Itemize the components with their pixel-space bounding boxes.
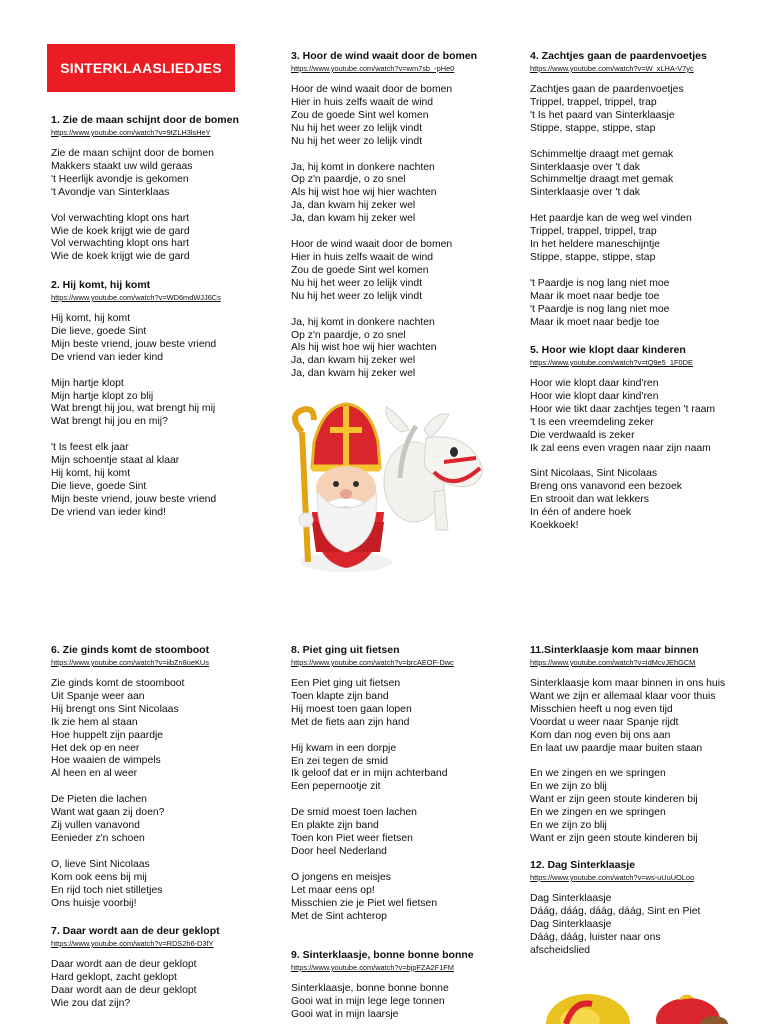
song-link[interactable]: https://www.youtube.com/watch?v=W_xLHA-V7yc — [530, 64, 694, 73]
lyric-line: Ja, hij komt in donkere nachten — [291, 316, 435, 328]
lyric-line: Maar ik moet naar bedje toe — [530, 290, 660, 302]
lyric-line: Uit Spanje weer aan — [51, 690, 145, 702]
lyric-line: Gooi wat in mijn lege lege tonnen — [291, 995, 445, 1007]
lyric-line: Dag Sinterklaasje — [530, 918, 612, 930]
verse — [51, 794, 276, 846]
lyric-line: Dáág, dáág, dáág, dáág, Sint en Piet — [530, 905, 701, 917]
lyric-line: Hoor de wind waait door de bomen — [291, 239, 453, 251]
lyric-line: Hard geklopt, zacht geklopt — [51, 971, 177, 983]
song-lyrics — [530, 893, 762, 958]
lyric-line: Hier in huis zelfs waait de wind — [291, 251, 434, 263]
verse — [530, 213, 762, 265]
lyric-line: In het heldere maneschijntje — [530, 239, 660, 251]
lyric-line: Hoor wie tikt daar zachtjes tegen 't raam — [530, 403, 716, 415]
lyric-line: afscheidslied — [530, 944, 591, 956]
verse — [530, 678, 762, 755]
lyric-line: In één of andere hoek — [530, 507, 632, 519]
lyric-line: Als hij wist hoe wij hier wachten — [291, 187, 437, 199]
song-title: 7. Daar wordt aan de deur geklopt — [51, 925, 220, 937]
lyric-line: Wie zou dat zijn? — [51, 997, 131, 1009]
lyric-line: Die lieve, goede Sint — [51, 480, 147, 492]
lyric-line: Stippe, stappe, stippe, stap — [530, 251, 656, 263]
lyric-line: 't Paardje is nog lang niet moe — [530, 303, 670, 315]
lyric-line: Kom dan nog even bij ons aan — [530, 729, 671, 741]
lyric-line: Sinterklaasje kom maar binnen in ons huis — [530, 678, 726, 689]
lyric-line: Hij kwam in een dorpje — [291, 742, 397, 754]
song-link[interactable]: https://www.youtube.com/watch?v=9tZLH3lsHeY — [51, 128, 211, 137]
horse-icon — [384, 407, 482, 530]
verse — [291, 743, 513, 795]
song-lyrics — [530, 84, 762, 330]
song-lyrics — [530, 378, 762, 533]
lyric-line: Nu hij het weer zo lelijk vindt — [291, 135, 423, 147]
verse — [530, 468, 762, 533]
verse — [51, 313, 276, 365]
sinterklaas-horse-illustration — [284, 402, 506, 574]
song-lyrics — [291, 983, 513, 1022]
song-title: 4. Zachtjes gaan de paardenvoetjes — [530, 50, 707, 62]
song-3 — [291, 50, 513, 394]
verse — [530, 378, 762, 455]
lyric-line: Als hij wist hoe wij hier wachten — [291, 342, 437, 354]
lyric-line: Zou de goede Sint wel komen — [291, 109, 429, 121]
lyric-line: Hij komt, hij komt — [51, 313, 131, 324]
verse — [291, 84, 513, 149]
mitre-icon — [546, 994, 630, 1024]
verse — [530, 893, 762, 958]
lyric-line: Toen klapte zijn band — [291, 690, 389, 702]
song-title: 1. Zie de maan schijnt door de bomen — [51, 114, 239, 126]
lyric-line: Toen kon Piet weer fietsen — [291, 833, 413, 845]
lyric-line: Mijn hartje klopt zo blij — [51, 390, 154, 402]
lyric-line: Het dek op en neer — [51, 742, 140, 754]
song-title: 2. Hij komt, hij komt — [51, 279, 151, 291]
lyric-line: Want er zijn geen stoute kinderen bij — [530, 832, 698, 844]
lyric-line: Vol verwachting klopt ons hart — [51, 238, 190, 250]
lyric-line: Mijn beste vriend, jouw beste vriend — [51, 338, 217, 350]
lyric-line: Ja, dan kwam hij zeker wel — [291, 355, 416, 367]
song-12 — [530, 859, 762, 971]
song-link[interactable]: https://www.youtube.com/watch?v=iibZn8ueKUs — [51, 658, 209, 667]
lyric-line: Zij vullen vanavond — [51, 820, 140, 832]
song-lyrics — [51, 148, 276, 264]
lyric-line: Makkers staakt uw wild geraas — [51, 160, 193, 172]
lyric-line: Misschien heeft u nog even tijd — [530, 703, 673, 715]
verse — [51, 959, 276, 1011]
lyric-line: Sinterklaasje over 't dak — [530, 187, 640, 199]
lyric-line: Sinterklaasje over 't dak — [530, 161, 640, 173]
verse — [291, 983, 513, 1022]
cap-icon — [656, 994, 728, 1024]
song-6 — [51, 644, 276, 924]
song-link[interactable]: https://www.youtube.com/watch?v=brcAEOF-Dwc — [291, 658, 454, 667]
lyric-line: Zachtjes gaan de paardenvoetjes — [530, 84, 684, 95]
lyric-line: De vriend van ieder kind — [51, 351, 164, 363]
lyric-line: 't Paardje is nog lang niet moe — [530, 277, 670, 289]
lyric-line: Die lieve, goede Sint — [51, 325, 147, 337]
lyric-line: Daar wordt aan de deur geklopt — [51, 984, 197, 996]
lyric-line: Let maar eens op! — [291, 884, 375, 896]
lyric-line: Ik geloof dat er in mijn achterband — [291, 768, 448, 780]
song-lyrics — [530, 678, 762, 846]
lyric-line: Eenieder z'n schoen — [51, 832, 145, 844]
verse — [51, 678, 276, 781]
lyric-line: De vriend van ieder kind! — [51, 506, 166, 518]
verse — [530, 84, 762, 136]
lyric-line: Trippel, trappel, trippel, trap — [530, 226, 657, 238]
lyric-line: Zie ginds komt de stoomboot — [51, 678, 185, 689]
lyric-line: Mijn schoentje staat al klaar — [51, 455, 180, 467]
lyric-line: Nu hij het weer zo lelijk vindt — [291, 290, 423, 302]
lyric-line: Want er zijn geen stoute kinderen bij — [530, 794, 698, 806]
song-11 — [530, 644, 762, 859]
verse — [291, 678, 513, 730]
song-9 — [291, 949, 513, 1035]
song-1 — [51, 114, 276, 277]
lyric-line: O, lieve Sint Nicolaas — [51, 858, 150, 870]
lyric-line: 't Is een vreemdeling zeker — [530, 416, 654, 428]
song-link[interactable]: https://www.youtube.com/watch?v=IdMcvJEhGCM — [530, 658, 696, 667]
lyric-line: Op z'n paardje, o zo snel — [291, 174, 406, 186]
song-2 — [51, 279, 276, 533]
lyric-line: En strooit dan wat lekkers — [530, 494, 649, 506]
song-lyrics — [51, 678, 276, 911]
lyric-line: Ons huisje voorbij! — [51, 897, 137, 909]
song-link[interactable]: https://www.youtube.com/watch?v=WD6mdWJJ6Cs — [51, 293, 221, 302]
lyric-line: Zou de goede Sint wel komen — [291, 264, 429, 276]
lyric-line: Wat brengt hij jou, wat brengt hij mij — [51, 403, 216, 415]
lyric-line: Mijn hartje klopt — [51, 377, 124, 389]
lyric-line: 't Heerlijk avondje is gekomen — [51, 173, 189, 185]
lyric-line: Ja, dan kwam hij zeker wel — [291, 213, 416, 225]
song-4 — [530, 50, 762, 343]
verse — [291, 807, 513, 859]
lyric-line: Hij komt, hij komt — [51, 468, 131, 480]
song-7 — [51, 925, 276, 1024]
verse — [51, 859, 276, 911]
lyric-line: Wat brengt hij jou en mij? — [51, 416, 168, 428]
verse — [51, 148, 276, 200]
lyric-line: Hoe waaien de wimpels — [51, 755, 161, 767]
lyric-line: En laat uw paardje maar buiten staan — [530, 742, 703, 754]
verse — [530, 278, 762, 330]
lyric-line: Die verdwaald is zeker — [530, 429, 635, 441]
sinterklaas-hat-illustration — [518, 960, 748, 1024]
song-link[interactable]: https://www.youtube.com/watch?v=RDS2h6-D3fY — [51, 939, 214, 948]
song-5 — [530, 344, 762, 546]
lyric-line: En we zijn zo blij — [530, 781, 607, 793]
lyric-line: Schimmeltje draagt met gemak — [530, 148, 674, 160]
lyric-line: Nu hij het weer zo lelijk vindt — [291, 277, 423, 289]
title-banner — [47, 44, 235, 92]
lyric-line: Voordat u weer naar Spanje rijdt — [530, 716, 679, 728]
verse — [291, 317, 513, 382]
lyric-line: 't Avondje van Sinterklaas — [51, 186, 170, 198]
lyric-line: 't Is feest elk jaar — [51, 442, 129, 454]
lyric-line: Ja, dan kwam hij zeker wel — [291, 368, 416, 380]
lyric-line: Met de Sint achterop — [291, 910, 387, 922]
verse — [291, 872, 513, 924]
lyric-line: Ik zie hem al staan — [51, 716, 138, 728]
lyric-line: Wie de koek krijgt wie de gard — [51, 225, 190, 237]
lyric-line: Hoor wie klopt daar kind'ren — [530, 378, 659, 389]
lyric-line: En plakte zijn band — [291, 820, 379, 832]
lyric-line: En we zingen en we springen — [530, 807, 666, 819]
lyric-line: Maar ik moet naar bedje toe — [530, 316, 660, 328]
lyric-line: Hier in huis zelfs waait de wind — [291, 96, 434, 108]
song-link[interactable]: https://www.youtube.com/watch?v=ws-uUuUOLoo — [530, 873, 695, 882]
song-title: 5. Hoor wie klopt daar kinderen — [530, 344, 686, 356]
sinterklaas-icon — [295, 404, 392, 572]
song-title: 8. Piet ging uit fietsen — [291, 644, 400, 656]
lyric-line: Dag Sinterklaasje — [530, 893, 612, 904]
song-lyrics — [291, 84, 513, 381]
verse — [291, 239, 513, 304]
lyric-line: Misschien zie je Piet wel fietsen — [291, 897, 438, 909]
banner-title: SINTERKLAASLIEDJES — [60, 60, 222, 76]
lyric-line: Koekkoek! — [530, 520, 579, 532]
song-lyrics — [51, 959, 276, 1011]
lyric-line: Hoor de wind waait door de bomen — [291, 84, 453, 95]
verse — [291, 162, 513, 227]
lyric-line: 't Is het paard van Sinterklaasje — [530, 109, 675, 121]
song-title: 11.Sinterklaasje kom maar binnen — [530, 644, 699, 656]
verse — [530, 768, 762, 845]
lyric-line: En rijd toch niet stilletjes — [51, 884, 163, 896]
lyric-line: Vol verwachting klopt ons hart — [51, 212, 190, 224]
lyric-line: Sint Nicolaas, Sint Nicolaas — [530, 468, 658, 480]
lyric-line: Mijn beste vriend, jouw beste vriend — [51, 493, 217, 505]
song-title: 9. Sinterklaasje, bonne bonne bonne — [291, 949, 474, 961]
lyric-line: Door heel Nederland — [291, 845, 387, 857]
lyric-line: Ik zal eens even vragen naar zijn naam — [530, 442, 711, 454]
verse — [51, 213, 276, 265]
lyric-line: Het paardje kan de weg wel vinden — [530, 213, 692, 225]
song-8 — [291, 644, 513, 937]
lyric-line: Kom ook eens bij mij — [51, 871, 147, 883]
lyric-line: Een Piet ging uit fietsen — [291, 678, 401, 689]
lyric-line: Sinterklaasje, bonne bonne bonne — [291, 983, 449, 994]
lyric-line: Schimmeltje draagt met gemak — [530, 174, 674, 186]
lyric-line: De smid moest toen lachen — [291, 807, 417, 819]
lyric-line: En we zijn zo blij — [530, 820, 607, 832]
lyric-line: Trippel, trappel, trippel, trap — [530, 96, 657, 108]
lyric-line: En we zingen en we springen — [530, 768, 666, 780]
verse — [530, 149, 762, 201]
song-lyrics — [291, 678, 513, 924]
lyric-line: Zie de maan schijnt door de bomen — [51, 148, 214, 159]
lyric-line: Stippe, stappe, stippe, stap — [530, 122, 656, 134]
lyric-line: Breng ons vanavond een bezoek — [530, 481, 682, 493]
lyric-line: Nu hij het weer zo lelijk vindt — [291, 122, 423, 134]
song-link[interactable]: https://www.youtube.com/watch?v=bjpFZA2F1FM — [291, 963, 454, 972]
lyric-line: Want wat gaan zij doen? — [51, 807, 165, 819]
lyric-line: Hoor wie klopt daar kind'ren — [530, 390, 659, 402]
verse — [51, 378, 276, 430]
lyric-line: Al heen en al weer — [51, 768, 138, 780]
lyric-line: Hoe huppelt zijn paardje — [51, 729, 164, 741]
song-lyrics — [51, 313, 276, 520]
lyric-line: Wie de koek krijgt wie de gard — [51, 251, 190, 263]
lyric-line: Daar wordt aan de deur geklopt — [51, 959, 197, 970]
song-link[interactable]: https://www.youtube.com/watch?v=tQ9e5_1F0DE — [530, 358, 693, 367]
lyric-line: Want we zijn er allemaal klaar voor thuis — [530, 690, 716, 702]
lyric-line: Met de fiets aan zijn hand — [291, 716, 410, 728]
lyric-line: O jongens en meisjes — [291, 871, 391, 883]
lyric-line: Op z'n paardje, o zo snel — [291, 329, 406, 341]
song-title: 6. Zie ginds komt de stoomboot — [51, 644, 210, 656]
verse — [51, 442, 276, 519]
lyric-line: Hij moest toen gaan lopen — [291, 703, 412, 715]
song-title: 3. Hoor de wind waait door de bomen — [291, 50, 478, 62]
lyric-line: Dáág, dáág, luister naar ons — [530, 931, 661, 943]
lyric-line: Een pepernootje zit — [291, 781, 381, 793]
lyric-line: Ja, dan kwam hij zeker wel — [291, 200, 416, 212]
lyric-line: De Pieten die lachen — [51, 794, 147, 806]
song-title: 12. Dag Sinterklaasje — [530, 859, 636, 871]
lyric-line: Hij brengt ons Sint Nicolaas — [51, 703, 179, 715]
lyric-line: Ja, hij komt in donkere nachten — [291, 161, 435, 173]
lyric-line: Gooi wat in mijn laarsje — [291, 1008, 399, 1020]
lyric-line: En zei tegen de smid — [291, 755, 389, 767]
song-link[interactable]: https://www.youtube.com/watch?v=wm7sb_-pHe0 — [291, 64, 455, 73]
